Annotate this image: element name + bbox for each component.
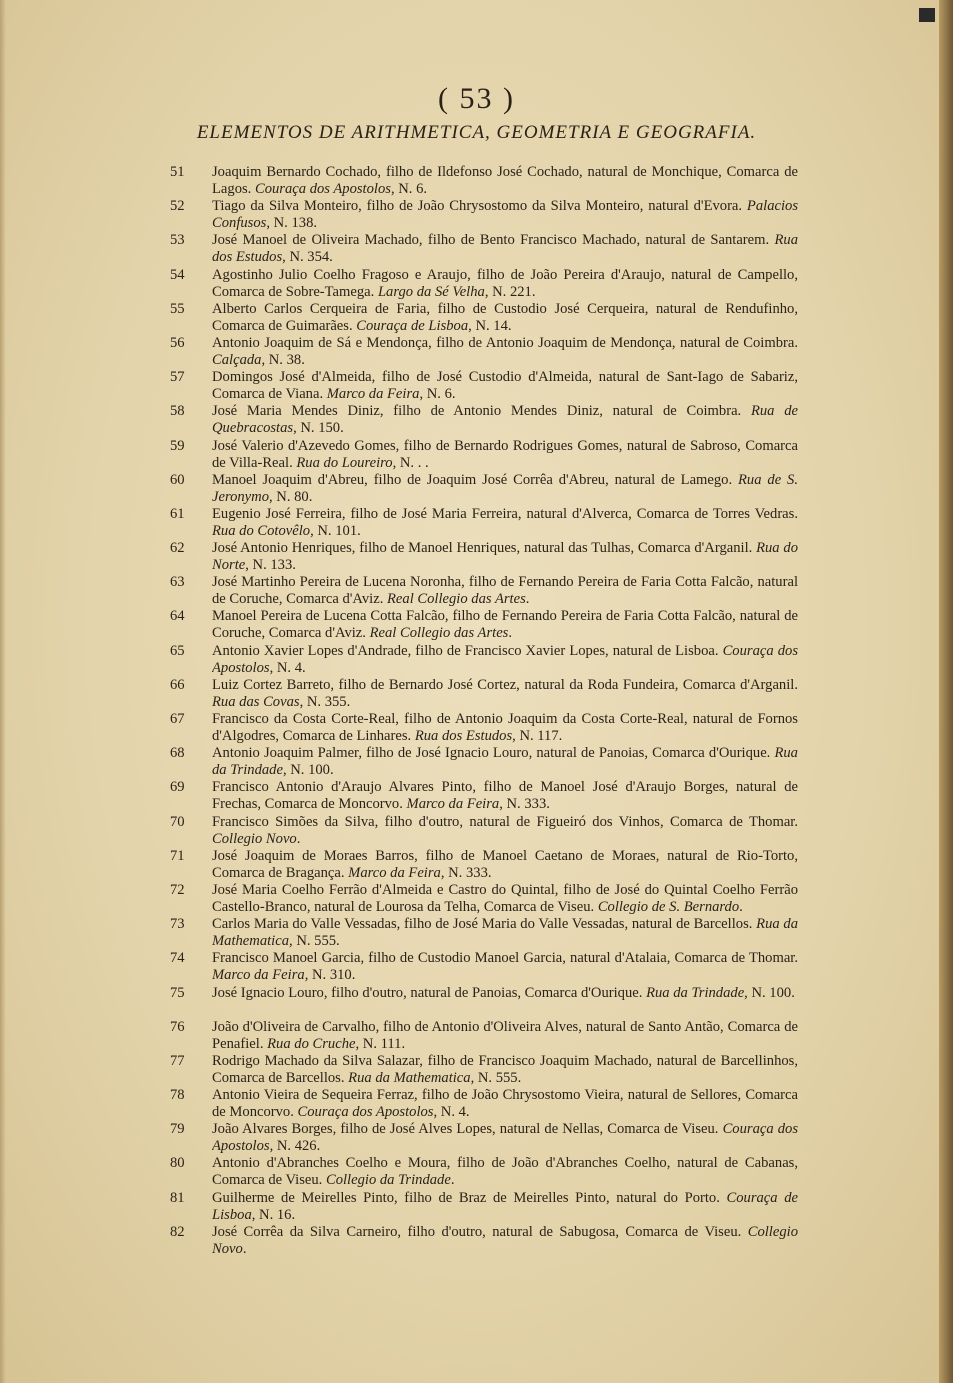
entry-description: João Alvares Borges, filho de José Alves Lopes, natural de Nellas, Comarca de Viseu.: [212, 1121, 719, 1138]
entry-text: [212, 1121, 798, 1155]
entry-address: Couraça dos Apostolos: [254, 181, 391, 197]
entry-number: 70: [170, 813, 185, 830]
entry-number: 66: [170, 676, 185, 693]
entry-suffix: , N. . .: [392, 454, 429, 471]
entry-suffix: , N. 426.: [269, 1138, 321, 1155]
entry-number: 78: [170, 1087, 185, 1104]
entry-address: Collegio da Trindade: [325, 1172, 451, 1189]
entry-description: José Maria Mendes Diniz, filho de Antonio Mendes Diniz, natural de Coimbra.: [212, 403, 742, 420]
list-item: [170, 164, 798, 198]
entry-address: Calçada: [212, 351, 262, 368]
list-item: [170, 779, 798, 813]
page-edge-left: [0, 0, 6, 1383]
entry-description: José Joaquim de Moraes Barros, filho de Manoel Caetano de Moraes, natural de Rio-Torto, Comarca de Bragança.: [212, 847, 798, 881]
entry-description: Antonio Joaquim de Sá e Mendonça, filho de Antonio Joaquim de Mendonça, natural de Coimbra.: [212, 334, 798, 351]
list-item: [170, 711, 798, 745]
entry-number: 54: [170, 266, 185, 283]
entry-number: 80: [170, 1155, 185, 1172]
list-item: [170, 232, 798, 266]
entry-description: Francisco Antonio d'Araujo Alvares Pinto, filho de Manoel José d'Araujo Borges, natural de Frechas, Comarca de Moncorvo.: [212, 779, 798, 813]
entry-text: [212, 403, 798, 437]
entry-text: [212, 814, 798, 848]
list-item: [170, 1019, 798, 1053]
entry-number: 81: [170, 1189, 185, 1206]
entry-number: 64: [170, 608, 185, 625]
entry-address: Marco da Feira: [348, 864, 441, 881]
entry-suffix: , N. 150.: [293, 420, 344, 437]
entry-text: [212, 1224, 798, 1258]
entry-text: [212, 916, 798, 950]
list-item: [170, 814, 798, 848]
entry-description: José Manoel de Oliveira Machado, filho de Bento Francisco Machado, natural de Santarem.: [212, 232, 770, 249]
entry-text: [212, 608, 798, 642]
entry-text: [212, 540, 798, 574]
entry-text: [212, 267, 798, 301]
entry-text: [212, 1155, 798, 1189]
list-item: [170, 1121, 798, 1155]
list-item: [170, 1224, 798, 1258]
entry-number: 74: [170, 950, 185, 967]
entry-text: [212, 574, 798, 608]
entry-suffix: , N. 6.: [390, 181, 428, 197]
entry-address: Rua do Cruche: [267, 1035, 356, 1052]
list-item: [170, 403, 798, 437]
list-item: [170, 1155, 798, 1189]
entry-number: 65: [170, 642, 185, 659]
entry-description: José Martinho Pereira de Lucena Noronha, filho de Fernando Pereira de Faria Cotta Falcão, natural de Coruche, Comarca d'Aviz.: [212, 574, 798, 608]
entry-number: 69: [170, 779, 185, 796]
entry-number: 82: [170, 1223, 185, 1240]
entry-address: Rua do Cotovêlo: [212, 522, 311, 539]
entry-number: 76: [170, 1018, 185, 1035]
student-list: [170, 164, 798, 1258]
entry-number: 53: [170, 232, 185, 249]
entry-text: [212, 882, 798, 916]
entry-number: 67: [170, 711, 185, 727]
entry-suffix: .: [508, 625, 513, 642]
entry-address: Rua da Mathematica: [348, 1069, 471, 1086]
entry-suffix: , N. 354.: [282, 249, 333, 266]
entry-number: 75: [170, 984, 185, 1001]
page-edge-right: [939, 0, 953, 1383]
list-item: [170, 574, 798, 608]
list-item: [170, 608, 798, 642]
list-item: [170, 1053, 798, 1087]
entry-suffix: , N. 555.: [470, 1069, 522, 1086]
entry-suffix: , N. 6.: [419, 386, 456, 403]
entry-description: Antonio Xavier Lopes d'Andrade, filho de Francisco Xavier Lopes, natural de Lisboa.: [212, 642, 719, 659]
entry-description: Francisco da Costa Corte-Real, filho de Antonio Joaquim da Costa Corte-Real, natural de Fornos d'Algodres, Comarca de Linhares.: [212, 711, 798, 744]
entry-text: [212, 506, 798, 540]
entry-text: [212, 1087, 798, 1121]
entry-address: Couraça dos Apostolos: [212, 1121, 798, 1155]
entry-address: Collegio Novo: [212, 1223, 798, 1257]
entry-address: Rua de S. Jeronymo: [212, 471, 798, 505]
entry-text: [212, 164, 798, 198]
list-item: [170, 198, 798, 232]
entry-description: Antonio Joaquim Palmer, filho de José Ignacio Louro, natural de Panoias, Comarca d'Ourique.: [212, 745, 771, 762]
entry-number: 56: [170, 334, 185, 351]
entry-number: 68: [170, 745, 185, 762]
entry-description: Francisco Simões da Silva, filho d'outro, natural de Figueiró dos Vinhos, Comarca de Thomar.: [212, 813, 798, 830]
entry-text: [212, 232, 798, 266]
entry-number: 60: [170, 471, 185, 488]
entry-description: Antonio Vieira de Sequeira Ferraz, filho de João Chrysostomo Vieira, natural de Sellores, Comarca de Moncorvo.: [212, 1087, 798, 1121]
entry-suffix: , N. 138.: [266, 215, 318, 232]
list-item: [170, 848, 798, 882]
entry-address: Rua do Norte: [212, 540, 798, 574]
entry-address: Rua da Mathematica: [212, 916, 798, 950]
entry-description: Eugenio José Ferreira, filho de José Maria Ferreira, natural d'Alverca, Comarca de Torres Vedras.: [212, 505, 798, 522]
entry-description: Domingos José d'Almeida, filho de José Custodio d'Almeida, natural de Sant-Iago de Sabariz, Comarca de Viana.: [212, 369, 798, 403]
entry-address: Marco da Feira: [326, 386, 420, 403]
list-item: [170, 335, 798, 369]
list-item: [170, 745, 798, 779]
entry-text: [212, 677, 798, 711]
entry-description: Tiago da Silva Monteiro, filho de João Chrysostomo da Silva Monteiro, natural d'Evora.: [212, 198, 743, 215]
entry-text: [212, 1019, 798, 1053]
page-number: ( 53 ): [438, 82, 515, 115]
entry-suffix: .: [450, 1172, 455, 1189]
entry-suffix: , N. 38.: [261, 351, 305, 368]
list-item: [170, 267, 798, 301]
entry-address: Couraça dos Apostolos: [297, 1104, 434, 1121]
entry-text: [212, 950, 798, 984]
entry-address: Couraça de Lisboa: [212, 1189, 798, 1223]
entry-suffix: , N. 355.: [299, 693, 351, 710]
entry-description: Joaquim Bernardo Cochado, filho de Ildefonso José Cochado, natural de Monchique, Comarca de Lagos.: [212, 164, 798, 197]
list-item: [170, 985, 798, 1019]
entry-description: José Corrêa da Silva Carneiro, filho d'outro, natural de Sabugosa, Comarca de Viseu.: [212, 1223, 742, 1240]
entry-address: Couraça de Lisboa: [356, 317, 469, 334]
list-item: [170, 1190, 798, 1224]
entry-address: Real Collegio das Artes: [387, 591, 526, 608]
entry-suffix: , N. 333.: [440, 864, 492, 881]
list-item: [170, 438, 798, 472]
entry-text: [212, 301, 798, 335]
entry-address: Marco da Feira: [212, 967, 305, 984]
entry-suffix: , N. 4.: [433, 1104, 470, 1121]
entry-suffix: , N. 310.: [304, 967, 356, 984]
entry-number: 79: [170, 1121, 185, 1138]
entry-suffix: , N. 101.: [310, 522, 361, 539]
entry-description: Alberto Carlos Cerqueira de Faria, filho de Custodio José Cerqueira, natural de Rendufinho, Comarca de Guimarães.: [212, 300, 798, 334]
entry-description: Carlos Maria do Valle Vessadas, filho de José Maria do Valle Vessadas, natural de Barcellos.: [212, 916, 753, 933]
entry-description: Guilherme de Meirelles Pinto, filho de Braz de Meirelles Pinto, natural do Porto.: [212, 1189, 720, 1206]
entry-suffix: , N. 100.: [282, 762, 334, 779]
entry-text: [212, 643, 798, 677]
page-heading: ELEMENTOS DE ARITHMETICA, GEOMETRIA E GEOGRAFIA.: [196, 122, 757, 143]
entry-text: [212, 198, 798, 232]
list-item: [170, 540, 798, 574]
entry-address: Rua da Trindade: [212, 745, 798, 779]
entry-text: [212, 1190, 798, 1224]
list-item: [170, 677, 798, 711]
entry-number: 59: [170, 437, 185, 454]
list-item: [170, 950, 798, 984]
entry-text: [212, 438, 798, 472]
entry-suffix: , N. 555.: [289, 933, 340, 950]
entry-description: José Antonio Henriques, filho de Manoel Henriques, natural das Tulhas, Comarca d'Arganil.: [212, 540, 753, 557]
entry-description: José Maria Coelho Ferrão d'Almeida e Castro do Quintal, filho de José do Quintal Coelho Ferrão Castello-Branco, natural de Lourosa da Telha, Comarca de Viseu.: [212, 881, 798, 915]
entry-text: [212, 472, 798, 506]
entry-number: 55: [170, 300, 185, 317]
entry-suffix: .: [242, 1240, 247, 1257]
list-item: [170, 506, 798, 540]
entry-description: Antonio d'Abranches Coelho e Moura, filho de João d'Abranches Coelho, natural de Cabanas, Comarca de Viseu.: [212, 1155, 798, 1189]
list-item: [170, 1087, 798, 1121]
entry-description: José Ignacio Louro, filho d'outro, natural de Panoias, Comarca d'Ourique.: [212, 984, 643, 1001]
corner-mark: [919, 8, 935, 22]
entry-description: Rodrigo Machado da Silva Salazar, filho de Francisco Joaquim Machado, natural de Barcellinhos, Comarca de Barcellos.: [212, 1052, 798, 1086]
entry-number: 72: [170, 881, 185, 898]
entry-suffix: , N. 117.: [512, 728, 563, 744]
entry-text: [212, 335, 798, 369]
entry-description: Luiz Cortez Barreto, filho de Bernardo José Cortez, natural da Roda Fundeira, Comarca d'Arganil.: [212, 676, 798, 693]
entry-number: 57: [170, 369, 185, 386]
entry-description: João d'Oliveira de Carvalho, filho de Antonio d'Oliveira Alves, natural de Santo Antão, Comarca de Penafiel.: [212, 1018, 798, 1052]
entry-suffix: , N. 16.: [251, 1206, 296, 1223]
entry-description: Manoel Joaquim d'Abreu, filho de Joaquim José Corrêa d'Abreu, natural de Lamego.: [212, 471, 733, 488]
entry-suffix: , N. 14.: [468, 317, 512, 334]
entry-address: Rua da Trindade: [646, 984, 745, 1001]
entry-text: [212, 779, 798, 813]
entry-text: [212, 369, 798, 403]
entry-address: Rua de Quebracostas: [212, 403, 798, 437]
entry-number: 62: [170, 540, 185, 557]
entry-suffix: , N. 80.: [269, 488, 313, 505]
entry-description: Manoel Pereira de Lucena Cotta Falcão, filho de Fernando Pereira de Faria Cotta Falcão, natural de Coruche, Comarca d'Aviz.: [212, 608, 798, 642]
entry-suffix: , N. 221.: [484, 283, 536, 300]
entry-address: Real Collegio das Artes: [369, 625, 509, 642]
entry-description: Agostinho Julio Coelho Fragoso e Araujo, filho de João Pereira d'Araujo, natural de Campello, Comarca de Sobre-Tamega.: [212, 266, 798, 300]
list-item: [170, 643, 798, 677]
entry-suffix: , N. 133.: [245, 557, 296, 574]
entry-text: [212, 711, 798, 745]
entry-suffix: .: [525, 591, 530, 608]
entry-address: Rua dos Estudos: [414, 728, 513, 744]
list-item: [170, 882, 798, 916]
list-item: [170, 916, 798, 950]
entry-suffix: , N. 111.: [355, 1035, 406, 1052]
entry-address: Collegio de S. Bernardo: [597, 898, 740, 915]
entry-address: Rua do Loureiro: [296, 454, 393, 471]
entry-address: Rua dos Estudos: [212, 232, 798, 266]
entry-suffix: .: [296, 830, 301, 847]
entry-address: Rua das Covas: [212, 693, 300, 710]
entry-suffix: , N. 100.: [744, 984, 795, 1001]
list-item: [170, 369, 798, 403]
entry-address: Collegio Novo: [212, 830, 297, 847]
entry-description: José Valerio d'Azevedo Gomes, filho de Bernardo Rodrigues Gomes, natural de Sabroso, Comarca de Villa-Real.: [212, 437, 798, 471]
entry-text: [212, 848, 798, 882]
entry-suffix: , N. 333.: [499, 796, 550, 813]
entry-number: 63: [170, 574, 185, 591]
entry-number: 73: [170, 916, 185, 933]
entry-address: Marco da Feira: [406, 796, 500, 813]
list-item: [170, 472, 798, 506]
entry-address: Couraça dos Apostolos: [212, 642, 798, 676]
entry-address: Palacios Confusos: [212, 198, 798, 232]
entry-number: 71: [170, 847, 185, 864]
entry-text: [212, 745, 798, 779]
entry-suffix: .: [739, 898, 743, 915]
list-item: [170, 301, 798, 335]
entry-text: [212, 1053, 798, 1087]
entry-number: 58: [170, 403, 185, 420]
entry-number: 77: [170, 1052, 185, 1069]
entry-number: 52: [170, 198, 185, 215]
entry-text: [212, 985, 798, 1019]
entry-address: Largo da Sé Velha: [377, 283, 485, 300]
entry-suffix: , N. 4.: [269, 659, 306, 676]
entry-description: Francisco Manoel Garcia, filho de Custodio Manoel Garcia, natural d'Atalaia, Comarca de Thomar.: [212, 950, 798, 967]
entry-number: 61: [170, 505, 185, 522]
entry-number: 51: [170, 164, 185, 180]
